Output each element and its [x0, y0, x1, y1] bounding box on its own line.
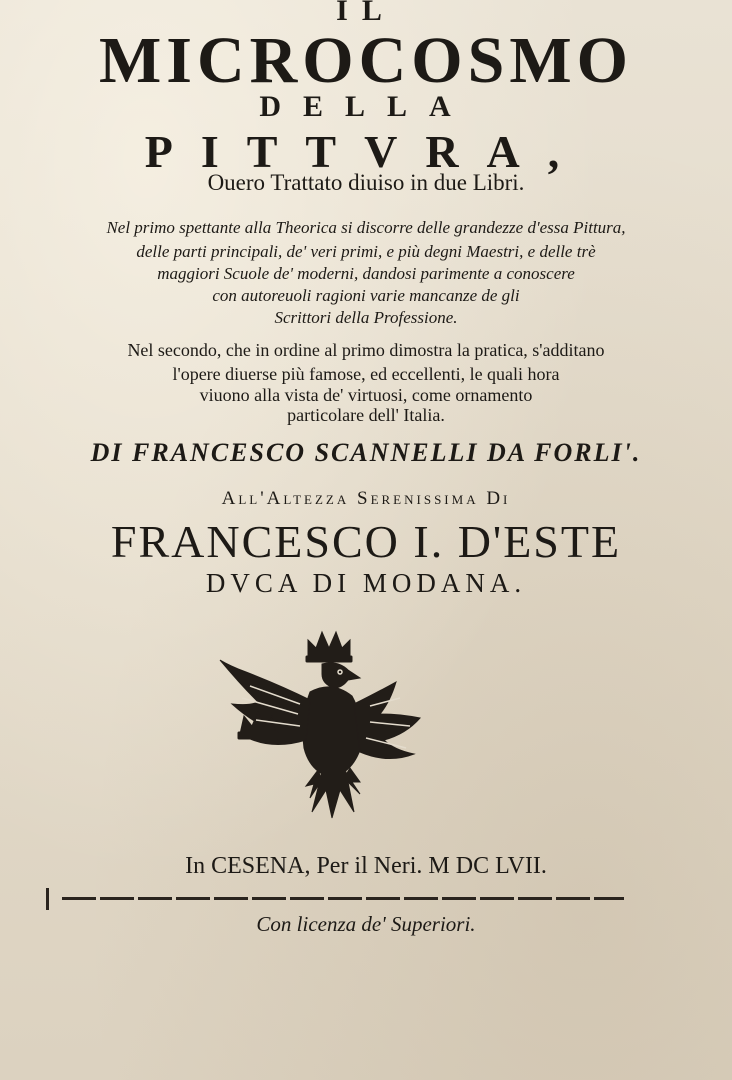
title-microcosmo: MICROCOSMO — [99, 24, 633, 97]
title-il: IL — [336, 0, 396, 27]
crowned-eagle-icon — [210, 622, 446, 820]
licenza-line: Con licenza de' Superiori. — [256, 912, 476, 936]
secondo-line: particolare dell' Italia. — [287, 405, 445, 425]
primo-line: Scrittori della Professione. — [274, 308, 458, 327]
dedicatee-name: FRANCESCO I. D'ESTE — [110, 516, 622, 567]
imprint-line: In CESENA, Per il Neri. M DC LVII. — [185, 853, 547, 879]
title-della: DELLA — [259, 90, 473, 123]
rule-tick — [46, 888, 49, 910]
primo-line: delle parti principali, de' veri primi, e più degni Maestri, e delle trè — [136, 242, 596, 261]
author-line: DI FRANCESCO SCANNELLI DA FORLI'. — [90, 438, 642, 467]
primo-line: maggiori Scuole de' moderni, dandosi parimente a conoscere — [157, 264, 575, 283]
dedication-intro: All'Altezza Serenissima Di — [221, 488, 511, 509]
secondo-line: viuono alla vista de' virtuosi, come ornamento — [199, 385, 533, 405]
dashed-rule-divider — [62, 897, 624, 900]
secondo-line: Nel secondo, che in ordine al primo dimostra la pratica, s'additano — [127, 340, 605, 360]
dedicatee-title: DVCA DI MODANA. — [205, 568, 527, 598]
title-pittura: PITTVRA, — [144, 126, 588, 177]
secondo-line: l'opere diuerse più famose, ed eccellenti, le quali hora — [172, 364, 560, 384]
primo-line: con autoreuoli ragioni varie mancanze de gli — [212, 286, 520, 305]
subtitle-ouero: Ouero Trattato diuiso in due Libri. — [207, 170, 525, 195]
primo-line: Nel primo spettante alla Theorica si discorre delle grandezze d'essa Pittura, — [106, 218, 626, 237]
